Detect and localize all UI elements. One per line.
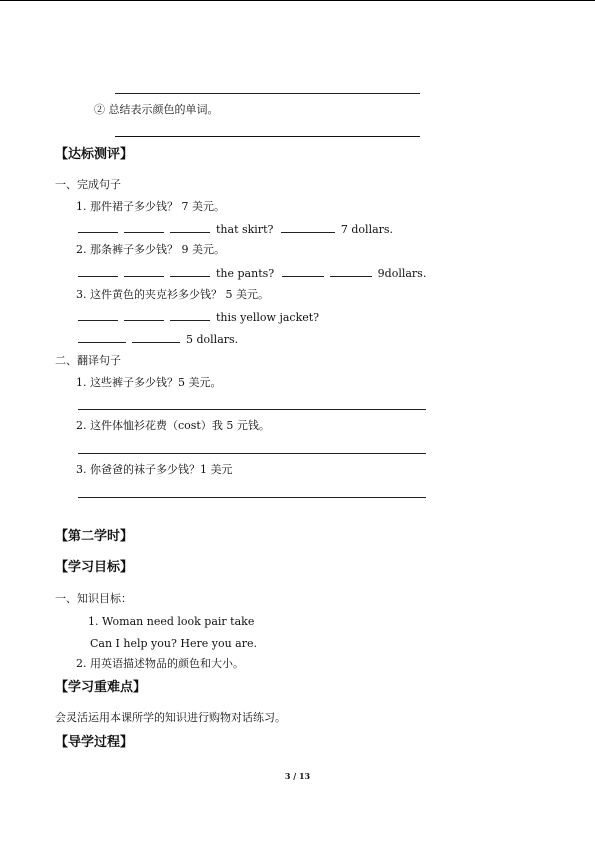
blank[interactable]: [132, 332, 180, 343]
goal-item-2: 2. 用英语描述物品的颜色和大小。: [76, 657, 244, 670]
answer-line[interactable]: [78, 409, 426, 410]
answer-line: [115, 93, 420, 94]
fill-text: 7 dollars.: [340, 223, 394, 236]
fill-text: that skirt?: [216, 223, 274, 236]
section-heading-keypoints: 【学习重难点】: [55, 680, 147, 695]
part1-title: 一、完成句子: [55, 178, 121, 191]
blank[interactable]: [78, 310, 118, 321]
fill-row-3a: [78, 310, 319, 325]
goals-title: 一、知识目标：: [55, 592, 132, 605]
blank[interactable]: [124, 222, 164, 233]
translate-1: 1. 这些裤子多少钱？5 美元。: [76, 376, 222, 389]
question-1: 1. 那件裙子多少钱？ 7 美元。: [76, 200, 225, 213]
blank[interactable]: [78, 332, 126, 343]
sub-item-2: ② 总结表示颜色的单词。: [94, 103, 219, 116]
blank[interactable]: [78, 222, 118, 233]
answer-line: [115, 136, 420, 137]
fill-text: 9dollars.: [377, 267, 427, 280]
translate-2: 2. 这件体恤衫花费（cost）我 5 元钱。: [76, 419, 270, 432]
blank[interactable]: [170, 266, 210, 277]
goal-item-1: 1. Woman need look pair take: [88, 615, 255, 628]
blank[interactable]: [281, 222, 335, 233]
blank[interactable]: [170, 222, 210, 233]
answer-line[interactable]: [78, 453, 426, 454]
fill-row-3b: [78, 332, 238, 347]
page-number: 3 / 13: [284, 771, 311, 781]
fill-text: the pants?: [216, 267, 275, 280]
answer-line[interactable]: [78, 497, 426, 498]
top-rule: [0, 0, 595, 1]
blank[interactable]: [124, 266, 164, 277]
fill-row-2: [78, 266, 426, 281]
question-3: 3. 这件黄色的夹克衫多少钱？ 5 美元。: [76, 288, 269, 301]
section-heading-assessment: 【达标测评】: [55, 147, 134, 162]
blank[interactable]: [170, 310, 210, 321]
translate-3: 3. 你爸爸的袜子多少钱？1 美元: [76, 463, 233, 476]
section-heading-lesson2: 【第二学时】: [55, 529, 134, 544]
keypoints-text: 会灵活运用本课所学的知识进行购物对话练习。: [55, 711, 286, 724]
blank[interactable]: [78, 266, 118, 277]
section-heading-process: 【导学过程】: [55, 735, 134, 750]
goal-item-1-sentences: Can I help you? Here you are.: [90, 637, 257, 650]
blank[interactable]: [330, 266, 372, 277]
section-heading-goals: 【学习目标】: [55, 560, 134, 575]
part2-title: 二、翻译句子: [55, 354, 121, 367]
question-2: 2. 那条裤子多少钱？ 9 美元。: [76, 243, 225, 256]
blank[interactable]: [124, 310, 164, 321]
fill-text: this yellow jacket?: [216, 311, 320, 324]
blank[interactable]: [282, 266, 324, 277]
fill-row-1: [78, 222, 393, 237]
fill-text: 5 dollars.: [186, 333, 239, 346]
